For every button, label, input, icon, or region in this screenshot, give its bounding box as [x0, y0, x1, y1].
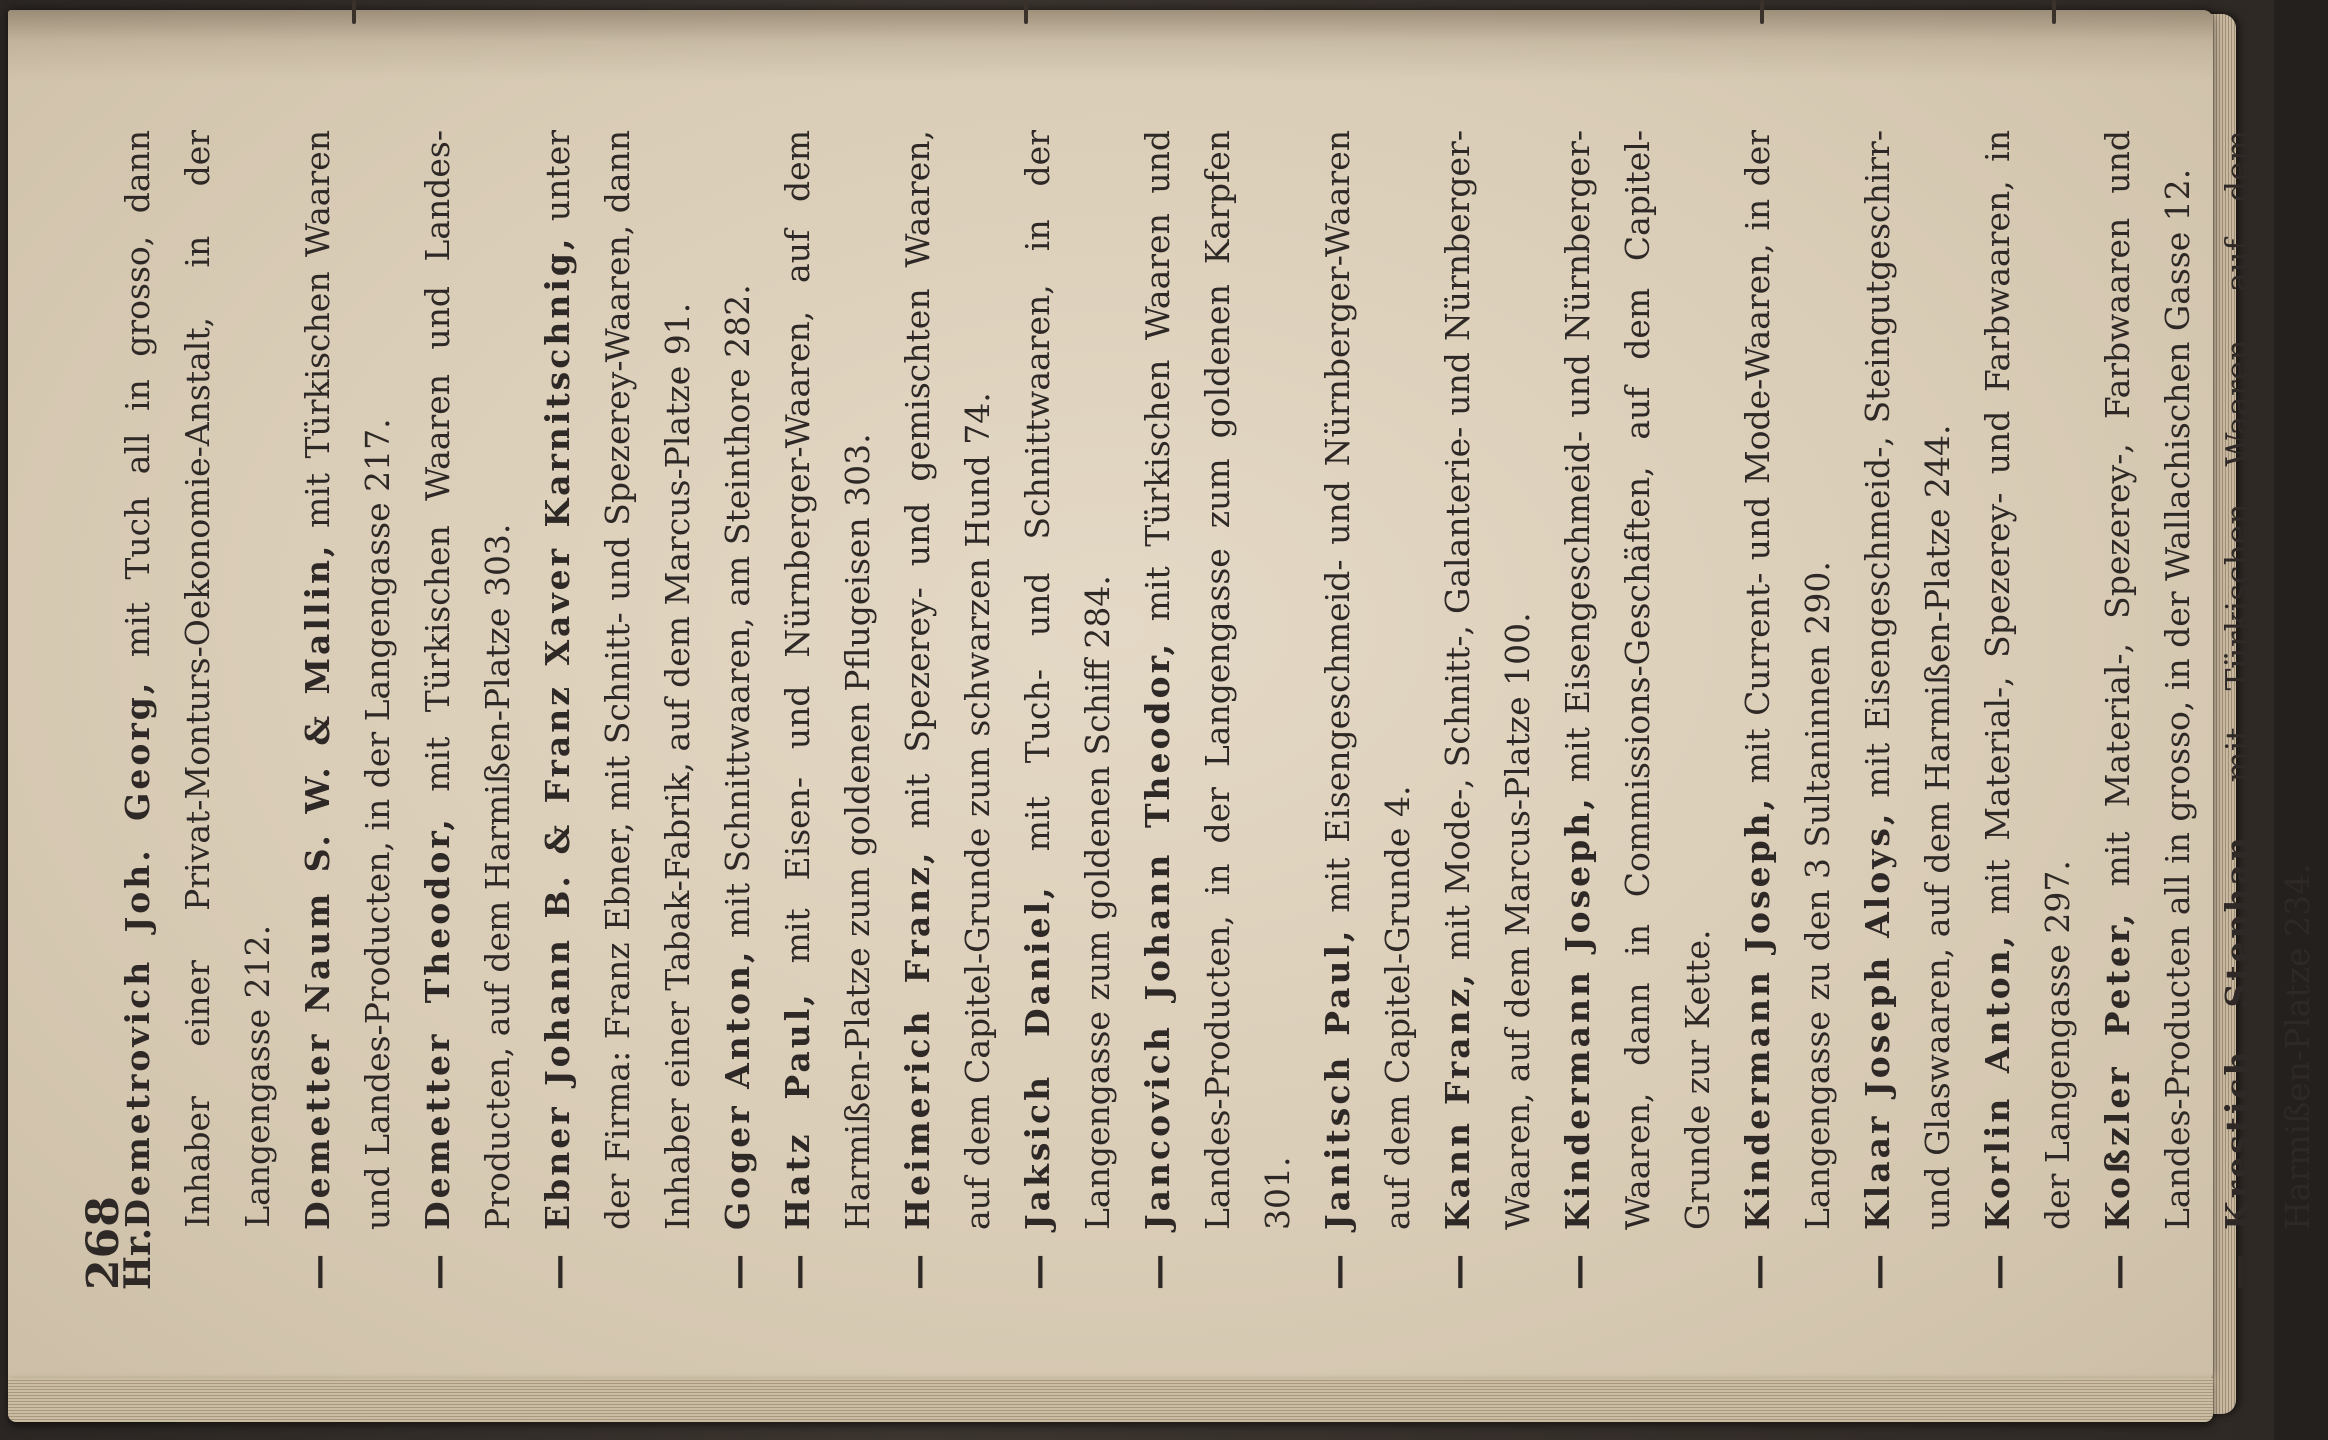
directory-entry	[888, 130, 1008, 1290]
directory-entry	[1848, 130, 1968, 1290]
merchant-name: Klaar Joseph Aloys,	[1858, 810, 1897, 1230]
merchant-name: Jancovich Johann Theodor,	[1138, 640, 1177, 1230]
directory-entries	[108, 130, 2328, 1290]
merchant-description: unter der Firma: Franz Ebner, mit Schnitt- und Spezerey-Waaren, dann Inhaber einer Tabak-Fabrik, auf dem Marcus-Platze 91.	[538, 130, 697, 1230]
binding-stitch	[2052, 0, 2056, 24]
merchant-name: Koßzler Peter,	[2098, 910, 2137, 1230]
directory-entry	[708, 130, 768, 1290]
entry-prefix: Hr.	[117, 1227, 159, 1290]
merchant-description: mit Mode-, Schnitt-, Galanterie- und Nürnberger-Waaren, auf dem Marcus-Platze 100.	[1438, 130, 1537, 1230]
entry-prefix: —	[1557, 1254, 1599, 1290]
entry-prefix: —	[1437, 1254, 1479, 1290]
merchant-name: Demetter Naum S. W. & Mallin,	[298, 542, 337, 1230]
entry-prefix: —	[717, 1254, 759, 1290]
binding-stitch	[1024, 0, 1028, 24]
merchant-description: mit Current- und Mode-Waaren, in der Langengasse zu den 3 Sultaninnen 290.	[1738, 129, 1837, 1230]
page-gutter-shadow	[8, 10, 2213, 80]
entry-text	[528, 130, 708, 1230]
directory-entry	[1128, 130, 1308, 1290]
directory-entry	[288, 130, 408, 1290]
entry-prefix: —	[1857, 1254, 1899, 1290]
entry-text	[1128, 130, 1308, 1230]
binding-stitch	[352, 0, 356, 24]
entry-text	[1428, 130, 1548, 1230]
entry-text	[1308, 130, 1428, 1230]
merchant-description: mit Tuch- und Schnittwaaren, in der Langengasse zum goldenen Schiff 284.	[1018, 130, 1117, 1230]
directory-entry	[1308, 130, 1428, 1290]
merchant-description: mit Eisengeschmeid- und Nürnberger-Waaren, dann in Commissions-Geschäften, auf dem Capitel-Grunde zur Kette.	[1558, 130, 1717, 1230]
merchant-name: Janitsch Paul,	[1318, 927, 1357, 1230]
merchant-name: Kindermann Joseph,	[1558, 795, 1597, 1230]
entry-text	[1968, 130, 2088, 1230]
merchant-name: Heimerich Franz,	[898, 849, 937, 1230]
merchant-description: mit Türkischen Waaren und Landes-Producten, in der Langengasse 217.	[298, 130, 397, 1230]
entry-text	[1008, 130, 1128, 1230]
entry-prefix: —	[1017, 1254, 1059, 1290]
merchant-name: Goger Anton,	[718, 948, 757, 1230]
merchant-description: mit Türkischen Waaren und Landes-Producten, in der Langengasse zum goldenen Karpfen 301.	[1138, 130, 1297, 1230]
bottom-page-edges	[8, 1378, 2213, 1422]
merchant-description: mit Tuch all in grosso, dann Inhaber einer Privat-Monturs-Oekonomie-Anstalt, in der Langengasse 212.	[118, 129, 277, 1228]
directory-entry	[2208, 130, 2328, 1290]
entry-prefix: —	[2217, 1254, 2259, 1290]
page-number: 268	[78, 1195, 129, 1290]
merchant-name: Kindermann Joseph,	[1738, 795, 1777, 1230]
merchant-description: mit Türkischen Waaren und Landes-Producten, auf dem Harmißen-Platze 303.	[418, 130, 517, 1230]
entry-text	[288, 130, 408, 1230]
directory-entry	[528, 130, 708, 1290]
directory-entry	[1968, 130, 2088, 1290]
entry-text	[768, 130, 888, 1230]
merchant-name: Demetter Theodor,	[418, 816, 457, 1230]
merchant-description: mit Eisengeschmeid- und Nürnberger-Waaren auf dem Capitel-Grunde 4.	[1318, 130, 1417, 1230]
merchant-name: Kann Franz,	[1438, 971, 1477, 1230]
entry-text	[708, 130, 768, 1230]
merchant-description: mit Material-, Spezerey- und Farbwaaren, in der Langengasse 297.	[1978, 130, 2077, 1230]
directory-entry	[1428, 130, 1548, 1290]
entry-text	[1548, 130, 1728, 1230]
entry-text	[1848, 130, 1968, 1230]
entry-prefix: —	[777, 1254, 819, 1290]
merchant-name: Demetrovich Joh. Georg,	[118, 679, 157, 1228]
merchant-name: Hatz Paul,	[778, 991, 817, 1230]
entry-prefix: —	[537, 1254, 579, 1290]
entry-prefix: —	[1137, 1254, 1179, 1290]
merchant-name: Krestich Stephan,	[2218, 819, 2257, 1230]
merchant-description: mit Material-, Spezerey-, Farbwaaren und Landes-Producten all in grosso, in der Wallachischen Gasse 12.	[2098, 130, 2197, 1230]
merchant-description: mit Spezerey- und gemischten Waaren, auf dem Capitel-Grunde zum schwarzen Hund 74.	[898, 130, 997, 1230]
entry-text	[888, 130, 1008, 1230]
merchant-name: Korlin Anton,	[1978, 932, 2017, 1230]
merchant-description: mit Schnittwaaren, am Steinthore 282.	[718, 284, 757, 949]
merchant-description: mit Türkischen Waaren, auf dem Harmißen-Platze 234.	[2218, 130, 2317, 1230]
entry-text	[408, 130, 528, 1230]
entry-prefix: —	[2097, 1254, 2139, 1290]
printed-text-block	[78, 129, 2317, 1290]
entry-prefix: —	[417, 1254, 459, 1290]
merchant-description: mit Eisengeschmeid-, Steingutgeschirr- und Glaswaaren, auf dem Harmißen-Platze 244.	[1858, 130, 1957, 1230]
directory-entry	[1728, 130, 1848, 1290]
entry-text	[1728, 130, 1848, 1230]
entry-prefix: —	[1977, 1254, 2019, 1290]
directory-entry	[768, 130, 888, 1290]
directory-entry	[408, 130, 528, 1290]
merchant-name: Jaksich Daniel,	[1018, 884, 1057, 1230]
merchant-name: Ebner Johann B. & Franz Xaver Karnitschnig,	[538, 235, 577, 1230]
entry-prefix: —	[1737, 1254, 1779, 1290]
entry-text	[2208, 130, 2328, 1230]
entry-prefix: —	[897, 1254, 939, 1290]
directory-entry	[2088, 130, 2208, 1290]
entry-prefix: —	[297, 1254, 339, 1290]
binding-stitch	[1760, 0, 1764, 24]
directory-entry	[1008, 130, 1128, 1290]
directory-entry	[108, 130, 288, 1290]
directory-entry	[1548, 130, 1728, 1290]
entry-prefix: —	[1317, 1254, 1359, 1290]
merchant-description: mit Eisen- und Nürnberger-Waaren, auf dem Harmißen-Platze zum goldenen Pflugeisen 303.	[778, 130, 877, 1230]
entry-text	[108, 130, 288, 1228]
entry-text	[2088, 130, 2208, 1230]
